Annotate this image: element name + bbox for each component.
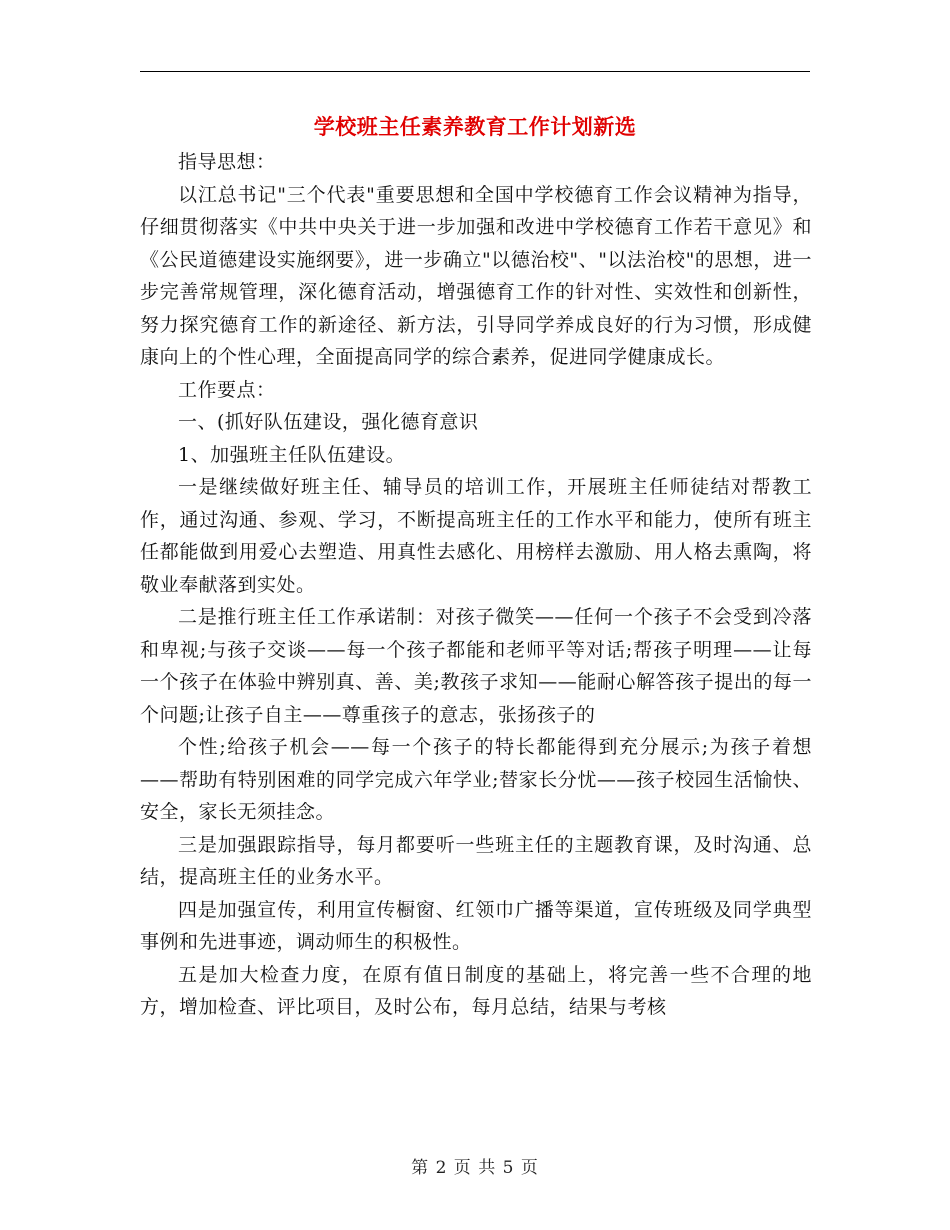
paragraph-item-one-heading: 1、加强班主任队伍建设。 (178, 443, 406, 466)
paragraph-point-two-continued: 个性;给孩子机会——每一个孩子的特长都能得到充分展示;为孩子着想——帮助有特别困难的同学完成六年学业;替家长分忧——孩子校园生活愉快、安全，家长无须挂念。 (140, 736, 812, 823)
page-footer (0, 1153, 950, 1178)
paragraph-point-five: 五是加大检查力度，在原有值日制度的基础上，将完善一些不合理的地方，增加检查、评比项目，及时公布，每月总结，结果与考核 (140, 963, 812, 1018)
paragraph-point-three: 三是加强跟踪指导，每月都要听一些班主任的主题教育课，及时沟通、总结，提高班主任的业务水平。 (140, 833, 812, 888)
current-page-number: 2 (435, 1158, 448, 1178)
footer-prefix: 第 (411, 1158, 430, 1178)
paragraph-section-one-heading: 一、(抓好队伍建设，强化德育意识 (178, 411, 479, 433)
paragraph-guiding-heading: 指导思想： (178, 151, 276, 173)
paragraph-guiding-content: 以江总书记"三个代表"重要思想和全国中学校德育工作会议精神为指导，仔细贯彻落实《中共中央关于进一步加强和改进中学校德育工作若干意见》和《公民道德建设实施纲要》，进一步确立"以德治校"、"以法治校"的思想，进一步完善常规管理，深化德育活动，增强德育工作的针对性、实效性和创新性，努力探究德育工作的新途径、新方法，引导同学养成良好的行为习惯，形成健康向上的个性心理，全面提高同学的综合素养，促进同学健康成长。 (140, 183, 812, 368)
paragraph-point-two: 二是推行班主任工作承诺制：对孩子微笑——任何一个孩子不会受到冷落和卑视;与孩子交谈——每一个孩子都能和老师平等对话;帮孩子明理——让每一个孩子在体验中辨别真、善、美;教孩子求知——能耐心解答孩子提出的每一个问题;让孩子自主——尊重孩子的意志，张扬孩子的 (140, 606, 812, 726)
document-title: 学校班主任素养教育工作计划新选 (313, 115, 637, 139)
paragraph-work-points-heading: 工作要点： (178, 378, 276, 401)
paragraph-point-four: 四是加强宣传，利用宣传橱窗、红领巾广播等渠道，宣传班级及同学典型事例和先进事迹，调动师生的积极性。 (140, 898, 812, 953)
paragraph-point-one: 一是继续做好班主任、辅导员的培训工作，开展班主任师徒结对帮教工作，通过沟通、参观、学习，不断提高班主任的工作水平和能力，使所有班主任都能做到用爱心去塑造、用真性去感化、用榜样去激励、用人格去熏陶，将敬业奉献落到实处。 (140, 476, 812, 596)
footer-suffix: 页 (520, 1158, 539, 1178)
header-rule (140, 71, 810, 72)
document-body (140, 146, 812, 1024)
footer-middle: 页 共 (453, 1158, 497, 1178)
total-page-number: 5 (502, 1158, 515, 1178)
